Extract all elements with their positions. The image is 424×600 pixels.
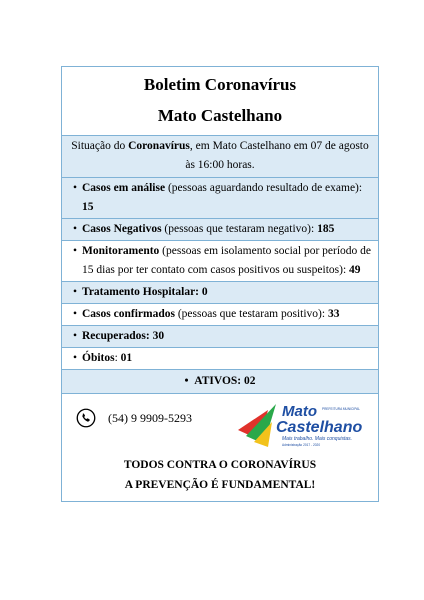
bulletin-title: Boletim Coronavírus — [143, 75, 297, 94]
bulletin-city: Mato Castelhano — [157, 106, 283, 125]
ativos-label: ATIVOS: 02 — [194, 375, 256, 387]
bullet-icon: • — [72, 245, 78, 257]
footer-line-1: TODOS CONTRA O CORONAVÍRUS — [123, 459, 317, 471]
phone-icon — [76, 408, 96, 428]
bullet-icon: • — [72, 223, 78, 235]
svg-text:Administração 2017 - 2020: Administração 2017 - 2020 — [282, 443, 321, 447]
footer-line-2: A PREVENÇÃO É FUNDAMENTAL! — [124, 479, 316, 491]
svg-text:Mais trabalho. Mais conquistas: Mais trabalho. Mais conquistas. — [282, 436, 353, 442]
bulletin-box — [61, 66, 379, 502]
ativos-row — [62, 370, 378, 394]
item-monitoramento: • Monitoramento (pessoas em isolamento social por período de 15 dias por ter contato com casos positivos ou suspeitos): 49 — [62, 241, 378, 282]
item-casos-confirmados: • Casos confirmados (pessoas que testaram positivo): 33 — [62, 304, 378, 326]
footer-slogan — [62, 452, 378, 501]
item-obitos: • Óbitos: 01 — [62, 348, 378, 370]
mato-castelhano-logo — [238, 400, 376, 448]
bullet-icon: • — [72, 352, 78, 364]
bullet-icon: • — [72, 286, 78, 298]
bullet-icon: • — [72, 330, 78, 342]
item-tratamento-hospitalar: • Tratamento Hospitalar: 0 — [62, 282, 378, 304]
svg-text:Castelhano: Castelhano — [276, 419, 363, 436]
svg-text:PREFEITURA MUNICIPAL: PREFEITURA MUNICIPAL — [322, 407, 361, 411]
contact-section — [62, 394, 378, 452]
bullet-icon: • — [72, 308, 78, 320]
bullet-icon: • — [184, 375, 189, 387]
situation-text: Situação do Coronavírus, em Mato Castelhano em 07 de agosto às 16:00 horas. — [62, 136, 378, 178]
bullet-icon: • — [72, 182, 78, 194]
phone-number: (54) 9 9909-5293 — [108, 411, 192, 425]
item-casos-em-analise: • Casos em análise (pessoas aguardando resultado de exame): 15 — [62, 178, 378, 219]
svg-text:Mato: Mato — [282, 403, 317, 420]
item-casos-negativos: • Casos Negativos (pessoas que testaram negativo): 185 — [62, 219, 378, 241]
title-block — [62, 67, 378, 136]
item-recuperados: • Recuperados: 30 — [62, 326, 378, 348]
